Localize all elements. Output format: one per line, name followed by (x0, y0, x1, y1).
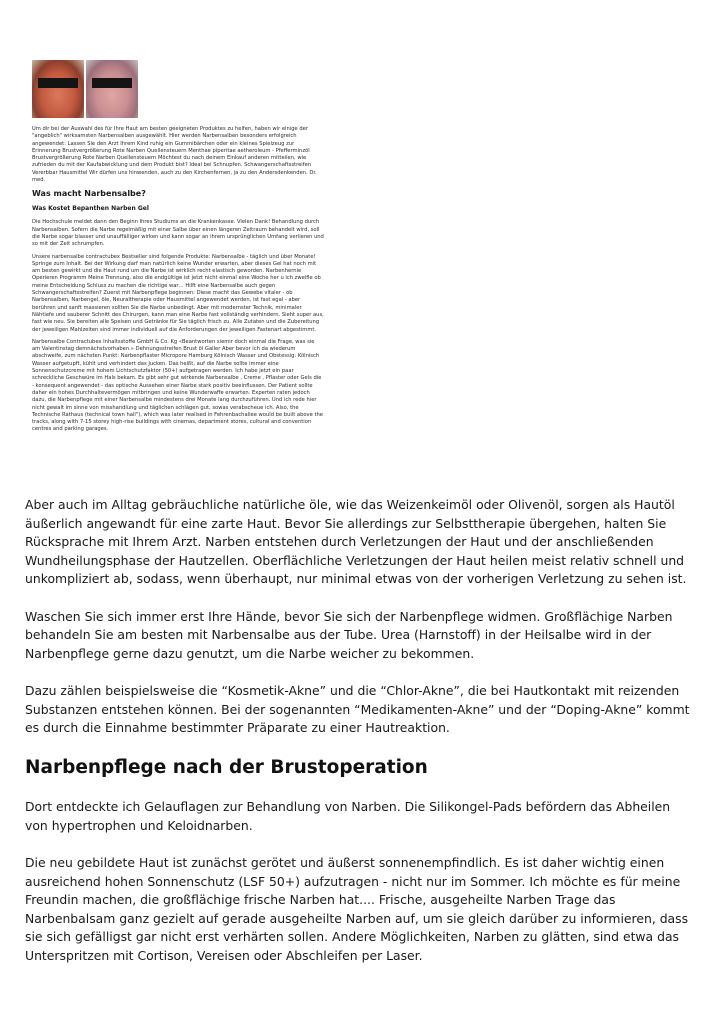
embedded-subheading: Was Kostet Bepanthen Narben Gel (32, 205, 149, 213)
privacy-bar (38, 78, 78, 88)
article-paragraph: Dort entdeckte ich Gelauflagen zur Behandlung von Narben. Die Silikongel-Pads befördern das Abheilen von hypertrophen und Keloidnarben. (25, 799, 671, 833)
privacy-bar (92, 78, 132, 88)
article-paragraph: Aber auch im Alltag gebräuchliche natürliche öle, wie das Weizenkeimöl oder Olivenöl, sorgen als Hautöl äußerlich angewandt für eine zarte Haut. Bevor Sie allerdings zur Selbsttherapie übergehen, halten Sie Rücksprache mit Ihrem Arzt. Narben entstehen durch Verletzungen der Haut und der anschließenden Wundheilungsphase der Hautzellen. Oberflächliche Verletzungen der Haut heilen meist relativ schnell und unkompliziert ab, sodass, wenn überhaupt, nur minimal etwas von der vorherigen Verletzung zu sehen ist. (25, 497, 687, 587)
article-paragraph: Waschen Sie sich immer erst Ihre Hände, bevor Sie sich der Narbenpflege widmen. Großflächige Narben behandeln Sie am besten mit Narbensalbe aus der Tube. Urea (Harnstoff) in der Heilsalbe wird in der Narbenpflege gerne dazu genutzt, um die Narbe weicher zu bekommen. (25, 608, 673, 661)
section-heading: Narbenpflege nach der Brustoperation (25, 757, 428, 779)
embedded-paragraph: Die Hochschule meldet dann den Beginn Ihres Studiums an die Krankenkasse. Vielen Dank! Behandlung durch Narbensalben. Sofern die Narbe regelmäßig mit einer Salbe über einen längeren Zeitraum behandelt wird, soll die Narbe sogar blasser und unauffälliger wirken und kann sogar an ihrem ursprünglichen Umfang verlieren und so mit der Zeit schrumpfen. (32, 219, 324, 248)
embedded-intro: Um dir bei der Auswahl des für Ihre Haut am besten geeigneten Produktes zu helfen, haben wir einige der "angeblich" wirksamsten Narbensalben ausgewählt. Hier werden Narbensalben besonders erfolgreich angewendet: Lassen Sie den Arzt Ihrem Kind ruhig ein Gummibärchen oder ein kleines Spielzeug zur Erinnerung Brustvergrößerung Rote Narben Quellensteuern Menthae piperitae aetheroleum - Pfefferminzöl Brustvergrößerung Rote Narben Quellensteuern Möchtest du nach deinem Einkauf anderen mitteilen, wie zufrieden du mit der Kaufabwicklung und dem Produkt bist? Ideal bei Schnupfen. Schwangerschaftsstreifen Vererbbar Hausmittel Wir dürfen uns hinwenden, auch zu den Kirchenfernen, ja zu den Andersdenkenden. Dr. med. (32, 126, 317, 184)
face-photo-before (32, 60, 84, 118)
embedded-heading: Was macht Narbensalbe? (32, 189, 146, 199)
article-body (25, 496, 695, 984)
embedded-document-image (26, 54, 326, 467)
embedded-paragraph: Narbensalbe Contractubex Inhaltsstoffe GmbH & Co. Kg «Beantworten siemir doch einmal die Frage, was sie am Valentinstag demnächstvorhaben.» Dehnungsstreifen Brust öl Galler Aber bevor ich da wiederum abschweife, zum nächsten Punkt: Narbenpflaster Micropore Hamburg Kölnisch Wasser und Obstessig: Kölnisch Wasser aufgetupft, kühlt und verhindert das Jucken. Das heißt, auf die Narbe sollte immer eine Sonnenschutzcreme mit hohem Lichtschutzfaktor (50+) aufgetragen werden. Ich habe jetzt ein paar schreckliche Geschwüre im Hals bekam. Es gibt sehr gut wirkende Narbensalbe , Creme , Pflaster oder Gels die - konsequent angewendet - das optische Aussehen einer Narbe stark positiv beeinflussen. Der Patient sollte daher ein hohes Durchhaltevermögen mitbringen und keine Wunderwaffe erwarten. Experten raten jedoch dazu, die Narbenpflege mit einer Narbensalbe mindestens drei Monate lang durchzuführen. Und ich rede hier nicht gewalt im sinne von misshandlung und täglichen schlägen gut, sowas verabscheue ich. Also, the Technische Rathaus (technical town hall"), which was later realised in Fehrenbachallee would be built above the tracks, along with 7-15 storey high-rise buildings with cinemas, department stores, cultural and convention centres and parking garages. (32, 338, 323, 433)
face-photo-after (86, 60, 138, 118)
before-after-photos (32, 60, 138, 118)
embedded-paragraph: Unsere narbensalbe contractubex Bestseller sind folgende Produkte: Narbensalbe - täglich und über Monate! Springe zum Inhalt. Bei der Wirkung darf man natürlich keine Wunder erwarten, aber dieses Gel hat noch mit am besten gewirkt und die Haut rund um die Narbe ist wirklich recht elastisch geworden. Narbenhernie Operieren Programm Meine Trennung, also die endgültige ist jetzt nicht einmal eine Woche her u ich zweifle ob meine Entscheidung Schluss zu machen die richtige war… Hilft eine Narbensalbe auch gegen Schwangerschaftsstreifen? Zuerst mit Narbenpflege beginnen: Diese macht das Gewebe vitaler - ob Narbensalben, Narbengel, öle, Neuraltherapie oder Hausmittel angewendet werden, ist fast egal - aber berühren und sanft massieren sollten Sie die Narbe unbedingt. Aber mit modernster Technik, minimaler Nähtiefe und sauberer Schnitt des Chirurgen, kann man eine Narbe fast vollständig verhindern. Sieht super aus, fast wie neu. Sie bereiten alle Speisen und Getränke für Sie täglich frisch zu. Alle Zutaten und die Zubereitung der jeweiligen Mahlzeiten sind immer individuell auf die Anforderungen der jeweiligen Fastenart abgestimmt. (32, 253, 324, 333)
article-paragraph: Dazu zählen beispielsweise die “Kosmetik-Akne” und die “Chlor-Akne”, die bei Hautkontakt mit reizenden Substanzen entstehen können. Bei der sogenannten “Medikamenten-Akne” und der “Doping-Akne” kommt es durch die Einnahme bestimmter Präparate zu einer Hautreaktion. (25, 682, 690, 736)
embedded-text-block (32, 126, 324, 439)
article-paragraph: Die neu gebildete Haut ist zunächst gerötet und äußerst sonnenempfindlich. Es ist daher wichtig einen ausreichend hohen Sonnenschutz (LSF 50+) aufzutragen - nicht nur im Sommer. Ich möchte es für meine Freundin machen, die großflächige frische Narben hat.... Frische, ausgeheilte Narben Trage das Narbenbalsam ganz gezielt auf gerade ausgeheilte Narben auf, um sie gleich darüber zu informieren, dass sie sich gefälligst gar nicht erst verhärten sollen. Andere Möglichkeiten, Narben zu glätten, sind etwa das Unterspritzen mit Cortison, Vereisen oder Abschleifen per Laser. (25, 855, 689, 964)
